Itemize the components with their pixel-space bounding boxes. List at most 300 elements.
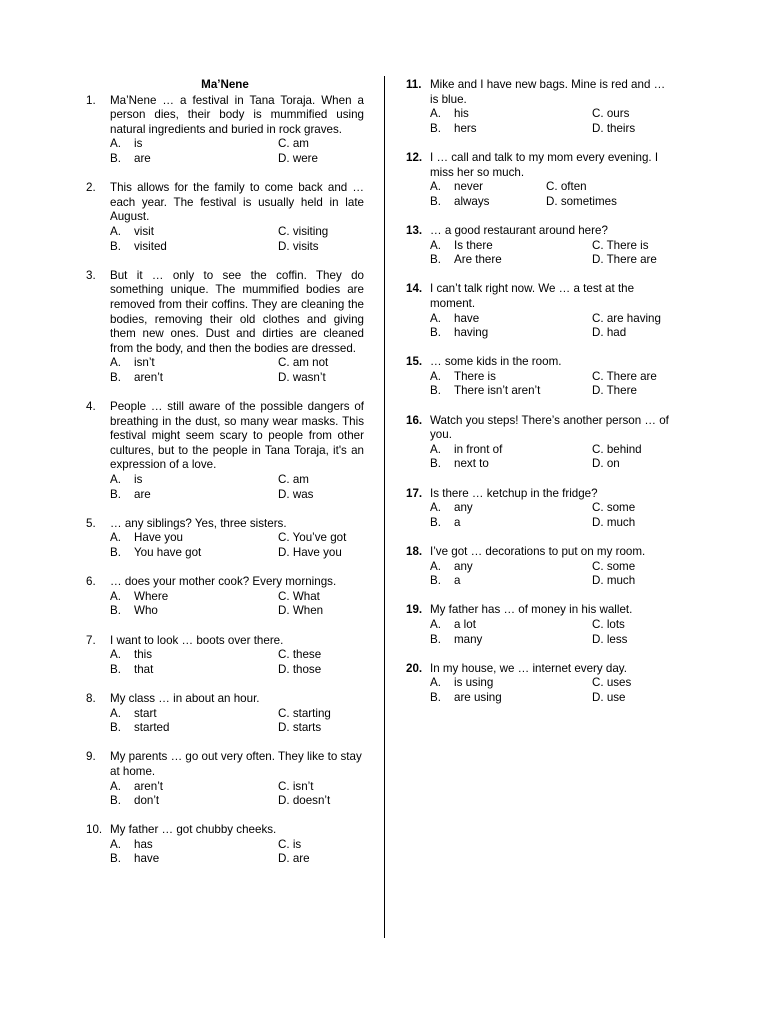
question-stem: My parents … go out very often. They like to stay at home.	[110, 750, 362, 778]
answer-option[interactable]	[430, 457, 592, 472]
question-stem: My father … got chubby cheeks.	[110, 823, 277, 837]
answer-option[interactable]	[430, 326, 592, 341]
option-text: having	[454, 326, 489, 340]
option-text: D. those	[278, 662, 322, 676]
answer-option[interactable]	[110, 356, 278, 371]
option-text: never	[454, 180, 484, 194]
option-text: D. visits	[278, 239, 319, 253]
option-text: C. There are	[592, 369, 657, 383]
question-number: 8.	[86, 691, 96, 705]
answer-option[interactable]	[430, 676, 592, 691]
question-number: 3.	[86, 268, 96, 282]
option-text: C. am	[278, 473, 309, 487]
question-body	[430, 545, 676, 589]
answer-option[interactable]	[110, 152, 278, 167]
question-stem: My class … in about an hour.	[110, 691, 260, 705]
question-body	[430, 78, 676, 136]
question-body	[430, 282, 676, 340]
answer-options	[110, 531, 364, 560]
question-number: 1.	[86, 93, 96, 107]
option-text: that	[134, 662, 154, 676]
option-text: D. much	[592, 574, 636, 588]
question-number: 19.	[406, 603, 423, 617]
option-text: a	[454, 574, 461, 588]
answer-option[interactable]	[278, 707, 364, 722]
option-letter: B.	[110, 662, 121, 676]
option-letter: B.	[110, 370, 121, 384]
question-stem: In my house, we … internet every day.	[430, 661, 627, 675]
option-letter: A.	[110, 531, 121, 545]
option-text: any	[454, 559, 473, 573]
question-item	[406, 78, 676, 136]
answer-option[interactable]	[278, 648, 364, 663]
answer-option[interactable]	[430, 574, 592, 589]
option-letter: A.	[430, 676, 441, 690]
option-text: D. had	[592, 326, 627, 340]
question-number: 20.	[406, 661, 423, 675]
answer-options	[430, 676, 676, 705]
answer-options	[110, 780, 364, 809]
option-letter: A.	[430, 180, 441, 194]
option-text: C. isn’t	[278, 779, 314, 793]
answer-options	[430, 560, 676, 589]
option-text: C. uses	[592, 676, 632, 690]
question-item	[86, 634, 364, 678]
question-stem: I’ve got … decorations to put on my room.	[430, 545, 646, 558]
answer-options	[110, 473, 364, 502]
answer-option[interactable]	[592, 122, 676, 137]
question-item	[406, 545, 676, 589]
question-number: 11.	[406, 78, 422, 91]
option-letter: A.	[430, 238, 441, 252]
option-text: D. on	[592, 457, 620, 471]
answer-option[interactable]	[592, 370, 676, 385]
option-letter: B.	[110, 151, 121, 165]
question-number: 2.	[86, 181, 96, 195]
answer-option[interactable]	[592, 560, 676, 575]
answer-option[interactable]	[592, 326, 676, 341]
answer-option[interactable]	[278, 780, 364, 795]
question-number: 9.	[86, 750, 96, 764]
option-text: are	[134, 151, 151, 165]
option-text: is	[134, 473, 143, 487]
left-column	[86, 78, 364, 882]
column-divider	[384, 76, 385, 938]
question-body	[110, 750, 364, 808]
option-letter: A.	[110, 589, 121, 603]
option-text: are	[134, 487, 151, 501]
option-text: C. often	[546, 180, 587, 194]
option-letter: A.	[430, 559, 441, 573]
answer-option[interactable]	[110, 852, 278, 867]
answer-option[interactable]	[430, 516, 592, 531]
question-stem: … any siblings? Yes, three sisters.	[110, 516, 287, 530]
option-text: his	[454, 107, 469, 121]
question-item	[406, 662, 676, 706]
option-text: start	[134, 706, 157, 720]
answer-option[interactable]	[546, 195, 676, 210]
answer-options	[430, 443, 676, 472]
answer-option[interactable]	[278, 531, 364, 546]
option-text: D. were	[278, 151, 318, 165]
option-letter: B.	[110, 604, 121, 618]
question-stem: I … call and talk to my mom every evening. I miss her so much.	[430, 150, 659, 179]
answer-option[interactable]	[278, 663, 364, 678]
answer-options	[430, 180, 676, 209]
option-letter: A.	[110, 224, 121, 238]
question-body	[430, 355, 676, 399]
option-letter: A.	[430, 501, 441, 515]
question-stem: Watch you steps! There’s another person … of you.	[430, 413, 669, 442]
question-item	[406, 487, 676, 531]
question-body	[110, 269, 364, 386]
answer-option[interactable]	[592, 239, 676, 254]
answer-option[interactable]	[430, 370, 592, 385]
question-item	[406, 151, 676, 209]
answer-option[interactable]	[278, 852, 364, 867]
option-text: D. was	[278, 487, 314, 501]
option-text: D. theirs	[592, 121, 636, 135]
option-text: always	[454, 194, 490, 208]
answer-option[interactable]	[430, 195, 546, 210]
answer-option[interactable]	[430, 560, 592, 575]
option-text: visit	[134, 224, 154, 238]
option-text: is using	[454, 676, 494, 690]
question-stem: People … still aware of the possible dangers of breathing in the dust, so many wear masks. This festival might seem scary to people from other cultures, but to the people in Tana Toraja, it's an expression of a love.	[110, 400, 364, 472]
option-letter: B.	[430, 384, 441, 398]
question-body	[110, 181, 364, 254]
question-number: 5.	[86, 516, 96, 530]
answer-option[interactable]	[110, 531, 278, 546]
answer-options	[430, 107, 676, 136]
option-letter: B.	[430, 690, 441, 704]
answer-option[interactable]	[430, 180, 546, 195]
answer-option[interactable]	[110, 663, 278, 678]
answer-option[interactable]	[592, 384, 676, 399]
option-letter: A.	[430, 107, 441, 121]
question-item	[86, 181, 364, 254]
question-item	[406, 282, 676, 340]
option-text: C. is	[278, 837, 302, 851]
answer-option[interactable]	[430, 691, 592, 706]
question-stem: I want to look … boots over there.	[110, 633, 284, 647]
option-letter: B.	[110, 852, 121, 866]
option-text: D. There	[592, 384, 637, 398]
option-text: this	[134, 648, 153, 662]
option-text: C. am not	[278, 356, 329, 370]
answer-options	[430, 239, 676, 268]
option-letter: A.	[110, 779, 121, 793]
option-letter: B.	[110, 794, 121, 808]
question-stem: Ma’Nene … a festival in Tana Toraja. When a person dies, their body is mummified using natural ingredients and buried in rock graves.	[110, 93, 364, 136]
option-text: a	[454, 515, 461, 529]
question-number: 4.	[86, 400, 96, 414]
option-text: D. use	[592, 690, 626, 704]
option-text: C. visiting	[278, 224, 329, 238]
option-text: C. ours	[592, 107, 630, 121]
question-item	[406, 414, 676, 472]
question-item	[406, 224, 676, 268]
option-letter: B.	[110, 546, 121, 559]
answer-option[interactable]	[546, 180, 676, 195]
option-text: started	[134, 721, 170, 735]
option-text: is	[134, 137, 143, 151]
option-text: Are there	[454, 253, 502, 267]
option-text: C. some	[592, 559, 636, 573]
answer-option[interactable]	[110, 225, 278, 240]
question-body	[110, 823, 364, 867]
option-letter: B.	[110, 721, 121, 735]
option-text: visited	[134, 239, 167, 253]
question-list-left	[86, 94, 364, 867]
question-number: 13.	[406, 223, 423, 237]
answer-option[interactable]	[110, 838, 278, 853]
question-body	[110, 575, 364, 619]
option-text: C. You’ve got	[278, 531, 347, 545]
answer-option[interactable]	[110, 137, 278, 152]
option-letter: B.	[430, 457, 441, 471]
answer-option[interactable]	[430, 443, 592, 458]
option-letter: B.	[430, 632, 441, 646]
option-letter: A.	[430, 617, 441, 631]
answer-option[interactable]	[110, 604, 278, 619]
option-text: have	[454, 311, 480, 325]
question-number: 17.	[406, 486, 423, 500]
answer-option[interactable]	[278, 473, 364, 488]
question-item	[86, 692, 364, 736]
question-item	[86, 94, 364, 167]
answer-option[interactable]	[278, 721, 364, 736]
option-text: C. What	[278, 589, 320, 603]
question-body	[110, 400, 364, 502]
question-stem: … a good restaurant around here?	[430, 223, 608, 237]
question-body	[110, 634, 364, 678]
option-text: C. There is	[592, 238, 649, 252]
question-item	[86, 750, 364, 808]
question-stem: This allows for the family to come back and … each year. The festival is usually held in late August.	[110, 181, 364, 224]
answer-option[interactable]	[278, 590, 364, 605]
answer-option[interactable]	[278, 356, 364, 371]
answer-option[interactable]	[110, 590, 278, 605]
option-text: D. much	[592, 515, 636, 529]
question-number: 7.	[86, 633, 96, 647]
question-item	[406, 603, 676, 647]
question-item	[86, 269, 364, 386]
answer-option[interactable]	[430, 312, 592, 327]
answer-option[interactable]	[592, 676, 676, 691]
option-text: D. are	[278, 852, 310, 866]
answer-option[interactable]	[430, 122, 592, 137]
option-letter: A.	[110, 137, 121, 151]
answer-option[interactable]	[592, 574, 676, 589]
question-item	[86, 575, 364, 619]
answer-option[interactable]	[278, 240, 364, 255]
answer-option[interactable]	[592, 501, 676, 516]
option-text: next to	[454, 457, 489, 471]
question-body	[110, 94, 364, 167]
question-body	[110, 692, 364, 736]
option-text: many	[454, 632, 483, 646]
answer-option[interactable]	[592, 253, 676, 268]
answer-option[interactable]	[592, 312, 676, 327]
option-text: Where	[134, 589, 169, 603]
option-text: don’t	[134, 794, 160, 808]
answer-option[interactable]	[592, 443, 676, 458]
answer-option[interactable]	[278, 546, 364, 561]
option-letter: A.	[110, 837, 121, 851]
option-text: D. sometimes	[546, 194, 617, 208]
option-text: C. starting	[278, 706, 331, 720]
option-text: D. doesn’t	[278, 794, 331, 808]
option-text: There isn’t aren’t	[454, 384, 541, 398]
option-text: isn’t	[134, 356, 155, 370]
question-number: 18.	[406, 545, 423, 558]
answer-options	[110, 590, 364, 619]
question-stem: … does your mother cook? Every mornings.	[110, 575, 337, 589]
answer-option[interactable]	[278, 794, 364, 809]
answer-options	[110, 356, 364, 385]
option-text: in front of	[454, 442, 503, 456]
option-letter: B.	[110, 487, 121, 501]
answer-option[interactable]	[110, 488, 278, 503]
option-letter: B.	[430, 253, 441, 267]
option-text: C. some	[592, 501, 636, 515]
question-stem: I can’t talk right now. We … a test at the moment.	[430, 282, 635, 310]
question-stem: My father has … of money in his wallet.	[430, 603, 633, 617]
option-text: are using	[454, 690, 502, 704]
answer-option[interactable]	[430, 633, 592, 648]
option-text: hers	[454, 121, 477, 135]
option-letter: A.	[110, 648, 121, 662]
option-text: C. these	[278, 648, 322, 662]
question-stem: Is there … ketchup in the fridge?	[430, 486, 598, 500]
answer-option[interactable]	[110, 648, 278, 663]
question-body	[430, 224, 676, 268]
option-text: D. starts	[278, 721, 322, 735]
answer-option[interactable]	[278, 488, 364, 503]
option-letter: A.	[110, 706, 121, 720]
option-text: There is	[454, 369, 496, 383]
option-letter: A.	[110, 473, 121, 487]
option-text: Is there	[454, 238, 493, 252]
right-column	[406, 78, 676, 720]
question-number: 10.	[86, 823, 103, 837]
option-text: have	[134, 852, 160, 866]
option-text: C. lots	[592, 617, 625, 631]
answer-option[interactable]	[278, 225, 364, 240]
answer-option[interactable]	[592, 457, 676, 472]
answer-options	[430, 370, 676, 399]
answer-option[interactable]	[592, 618, 676, 633]
answer-option[interactable]	[110, 473, 278, 488]
option-letter: A.	[430, 442, 441, 456]
answer-options	[430, 312, 676, 341]
question-body	[430, 662, 676, 706]
answer-option[interactable]	[278, 152, 364, 167]
answer-option[interactable]	[592, 691, 676, 706]
question-number: 6.	[86, 575, 96, 589]
answer-options	[110, 225, 364, 254]
question-number: 14.	[406, 282, 423, 296]
option-text: any	[454, 501, 473, 515]
option-letter: B.	[430, 194, 441, 208]
answer-options	[110, 648, 364, 677]
answer-option[interactable]	[430, 107, 592, 122]
question-item	[406, 355, 676, 399]
option-text: a lot	[454, 617, 476, 631]
question-body	[430, 487, 676, 531]
option-text: You have got	[134, 546, 202, 559]
option-text: D. Have you	[278, 546, 342, 559]
question-number: 16.	[406, 413, 423, 427]
answer-option[interactable]	[110, 240, 278, 255]
option-text: C. are having	[592, 311, 661, 325]
answer-option[interactable]	[278, 604, 364, 619]
answer-option[interactable]	[592, 107, 676, 122]
option-text: aren’t	[134, 370, 164, 384]
option-text: has	[134, 837, 153, 851]
answer-option[interactable]	[110, 780, 278, 795]
option-text: Have you	[134, 531, 183, 545]
question-body	[430, 603, 676, 647]
answer-option[interactable]	[430, 618, 592, 633]
option-letter: B.	[430, 574, 441, 588]
answer-option[interactable]	[110, 371, 278, 386]
option-text: D. wasn’t	[278, 370, 326, 384]
answer-option[interactable]	[278, 838, 364, 853]
answer-option[interactable]	[430, 384, 592, 399]
option-letter: B.	[430, 515, 441, 529]
question-number: 15.	[406, 355, 423, 369]
option-letter: B.	[430, 326, 441, 340]
option-text: aren’t	[134, 779, 164, 793]
question-stem: But it … only to see the coffin. They do something unique. The mummified bodies are removed from their coffins. They are cleaning the bodies, removing their old clothes and giving them new ones. Dust and dirties are cleaned from the body, and then the bodies are dressed.	[110, 268, 364, 355]
answer-option[interactable]	[430, 253, 592, 268]
option-text: Who	[134, 604, 158, 618]
answer-option[interactable]	[430, 501, 592, 516]
answer-options	[430, 501, 676, 530]
question-item	[86, 517, 364, 561]
question-list-right	[406, 78, 676, 706]
option-letter: A.	[110, 356, 121, 370]
answer-option[interactable]	[110, 721, 278, 736]
answer-options	[110, 838, 364, 867]
question-body	[430, 414, 676, 472]
option-text: C. am	[278, 137, 309, 151]
answer-option[interactable]	[110, 707, 278, 722]
answer-option[interactable]	[430, 239, 592, 254]
question-body	[430, 151, 676, 209]
answer-option[interactable]	[110, 794, 278, 809]
option-text: C. behind	[592, 442, 642, 456]
option-text: D. There are	[592, 253, 657, 267]
answer-option[interactable]	[592, 516, 676, 531]
answer-option[interactable]	[592, 633, 676, 648]
answer-option[interactable]	[278, 371, 364, 386]
answer-options	[110, 137, 364, 166]
question-stem: Mike and I have new bags. Mine is red and … is blue.	[430, 78, 666, 106]
question-stem: … some kids in the room.	[430, 355, 562, 369]
option-text: D. less	[592, 632, 628, 646]
question-item	[86, 400, 364, 502]
option-text: D. When	[278, 604, 324, 618]
question-item	[86, 823, 364, 867]
option-letter: B.	[110, 239, 121, 253]
option-letter: A.	[430, 311, 441, 325]
answer-option[interactable]	[278, 137, 364, 152]
answer-option[interactable]	[110, 546, 278, 561]
answer-options	[110, 707, 364, 736]
